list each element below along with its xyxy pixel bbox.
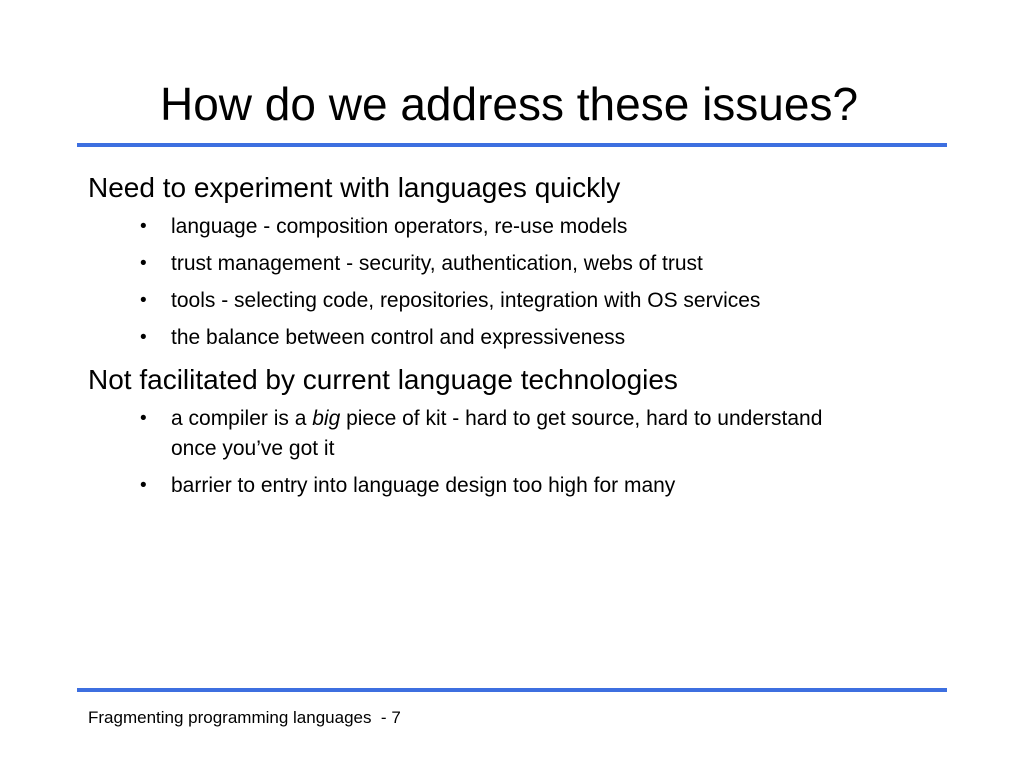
bullet-text-after: piece of kit - hard to get source, hard to understand once you’ve got it: [171, 407, 823, 460]
slide-title: How do we address these issues?: [160, 78, 859, 130]
bullet-dot-icon: •: [140, 216, 147, 237]
bullet-dot-icon: •: [140, 253, 147, 274]
title-divider: [77, 143, 947, 147]
bullet-dot-icon: •: [140, 475, 147, 496]
bullet-dot-icon: •: [140, 290, 147, 311]
bullet-text: language - composition operators, re-use models: [171, 215, 628, 238]
bullet-item: [88, 404, 948, 464]
bullet-item: [88, 471, 948, 501]
bullet-dot-icon: •: [140, 327, 147, 348]
bullet-emphasis: big: [312, 407, 341, 430]
section-not-facilitated: [88, 360, 948, 501]
bullet-item: [88, 286, 948, 316]
bullet-text: the balance between control and expressiveness: [171, 326, 626, 349]
bullet-text: trust management - security, authentication, webs of trust: [171, 252, 703, 275]
footer-divider: [77, 688, 947, 692]
bullet-list: [88, 404, 948, 501]
slide-content: [88, 168, 948, 508]
section-heading: Need to experiment with languages quickly: [88, 172, 621, 203]
section-heading: Not facilitated by current language technologies: [88, 364, 678, 395]
bullet-item: [88, 323, 948, 353]
section-experiment: [88, 168, 948, 353]
bullet-text: [171, 404, 851, 464]
slide-footer: Fragmenting programming languages - 7: [88, 708, 401, 727]
bullet-dot-icon: •: [140, 408, 147, 429]
bullet-item: [88, 249, 948, 279]
bullet-text-before: a compiler is a: [171, 407, 313, 430]
bullet-list: [88, 212, 948, 353]
bullet-text: barrier to entry into language design too high for many: [171, 474, 676, 497]
bullet-item: [88, 212, 948, 242]
bullet-text: tools - selecting code, repositories, integration with OS services: [171, 289, 761, 312]
